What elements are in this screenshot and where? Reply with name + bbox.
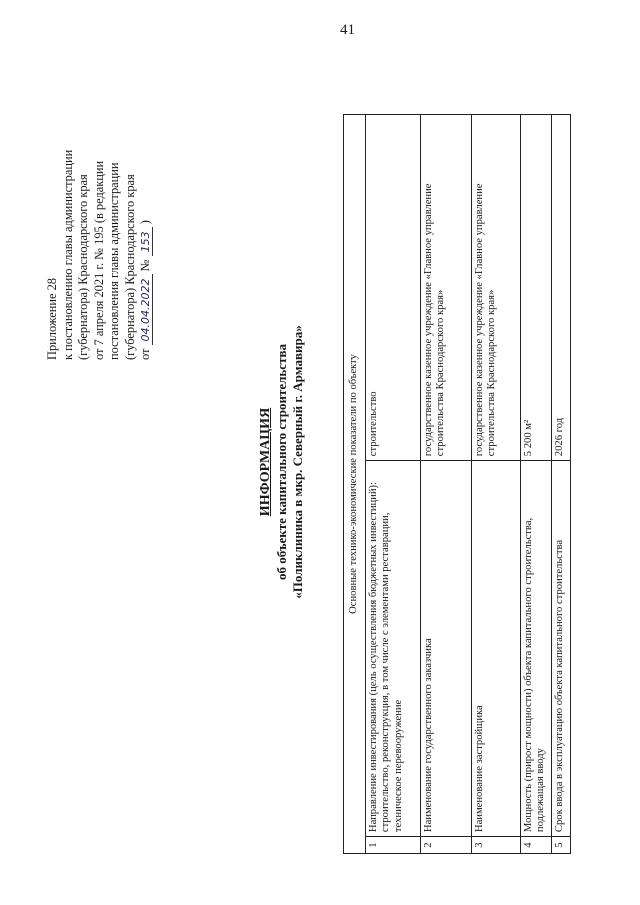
row-value: строительство — [365, 115, 420, 461]
row-indicator: Направление инвестирования (цель осуществления бюджетных инвестиций): строительство, реконструкция, в том числе с элементами реставрации, техническое перевооружение — [365, 461, 420, 837]
appendix-date-suffix: ) — [138, 220, 152, 225]
appendix-number-label: № — [138, 259, 152, 272]
row-number: 1 — [365, 837, 420, 854]
indicators-table — [343, 114, 571, 854]
row-value: государственное казенное учреждение «Главное управление строительства Краснодарского края» — [420, 115, 471, 461]
appendix-handwritten-date: 04.04.2022 — [139, 274, 153, 345]
row-number: 3 — [471, 837, 520, 854]
title-main: ИНФОРМАЦИЯ — [258, 407, 273, 517]
table-header: Основные технико-экономические показатели по объекту — [344, 115, 366, 854]
row-number: 4 — [520, 837, 551, 854]
row-indicator: Срок ввода в эксплуатацию объекта капитального строительства — [551, 461, 570, 837]
row-number: 5 — [551, 837, 570, 854]
row-indicator: Наименование государственного заказчика — [420, 461, 471, 837]
document-title — [258, 62, 306, 862]
appendix-handwritten-number: 153 — [139, 227, 153, 256]
appendix-line: постановления главы администрации — [107, 162, 121, 360]
title-object-name: «Поликлиника в мкр. Северный г. Армавира» — [290, 325, 305, 599]
table-row — [365, 115, 420, 854]
rotated-document — [40, 62, 600, 862]
row-value: 2026 год — [551, 115, 570, 461]
title-subtitle: об объекте капитального строительства — [274, 344, 289, 580]
row-value: государственное казенное учреждение «Главное управление строительства Краснодарского края» — [471, 115, 520, 461]
appendix-line: к постановлению главы администрации — [60, 149, 75, 360]
row-indicator: Наименование застройщика — [471, 461, 520, 837]
appendix-date-line — [138, 70, 154, 360]
appendix-line: (губернатора) Краснодарского края — [122, 174, 137, 360]
appendix-block — [45, 70, 154, 360]
row-indicator: Мощность (прирост мощности) объекта капитального строительства, подлежащая вводу — [520, 461, 551, 837]
table-row — [520, 115, 551, 854]
row-number: 2 — [420, 837, 471, 854]
table-row — [471, 115, 520, 854]
appendix-line: (губернатора) Краснодарского края — [76, 174, 90, 360]
appendix-date-prefix: от — [138, 348, 152, 360]
table-row — [420, 115, 471, 854]
page-number: 41 — [340, 22, 355, 38]
appendix-line: Приложение 28 — [45, 278, 59, 360]
table-header-row — [344, 115, 366, 854]
appendix-line: от 7 апреля 2021 г. № 195 (в редакции — [91, 160, 106, 360]
row-value: 5 200 м² — [520, 115, 551, 461]
table-row — [551, 115, 570, 854]
